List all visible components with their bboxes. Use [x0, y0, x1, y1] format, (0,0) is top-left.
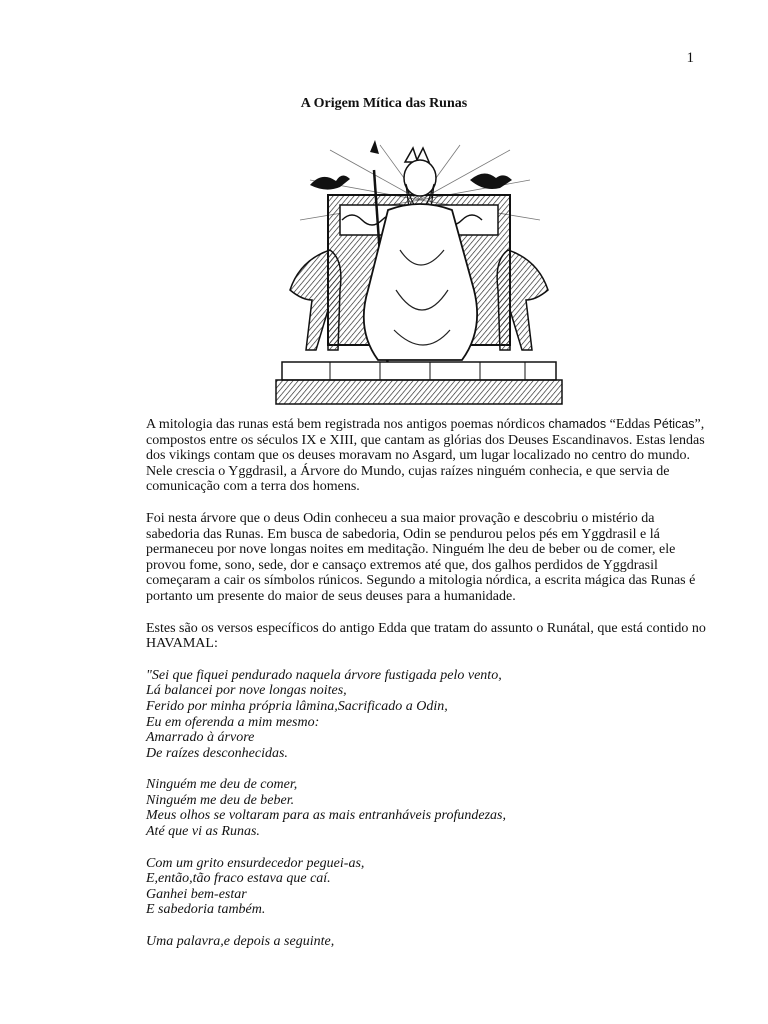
verse-line: Ninguém me deu de comer,: [146, 777, 298, 793]
paragraph-1-text-a: A mitologia das runas está bem registrada nos antigos poemas nórdicos: [146, 417, 549, 432]
verse-line: Lá balancei por nove longas noites,: [146, 683, 347, 699]
paragraph-1: [146, 417, 706, 495]
verse-line: Meus olhos se voltaram para as mais entranháveis profundezas,: [146, 808, 506, 824]
paragraph-3: Estes são os versos específicos do antigo Edda que tratam do assunto o Runátal, que está contido no HAVAMAL:: [146, 620, 706, 652]
verse-3: [146, 856, 706, 918]
verse-line: De raízes desconhecidas.: [146, 745, 288, 761]
verse-line: E sabedoria também.: [146, 902, 266, 918]
verse-line: Uma palavra,e depois a seguinte,: [146, 934, 335, 950]
page-number: 1: [686, 50, 694, 66]
verse-1: [146, 668, 706, 762]
verse-line: Até que vi as Runas.: [146, 824, 260, 840]
verse-2: [146, 777, 706, 839]
document-title: A Origem Mítica das Runas: [300, 96, 468, 111]
document-body: [146, 417, 706, 966]
paragraph-2: Foi nesta árvore que o deus Odin conheceu a sua maior provação e descobriu o mistério da sabedoria das Runas. Em busca de sabedoria, Odin se pendurou pelos pés em Yggdrasil e lá permaneceu por nove longas noites em meditação. Ninguém lhe deu de beber ou de comer, ele provou fome, sono, sede, dor e cansaço extremos até que, dos galhos perdidos de Yggdrasil começaram a cair os símbolos rúnicos. Segundo a mitologia nórdica, a escrita mágica das Runas é portanto um presente do maior de seus deuses para a humanidade.: [146, 510, 696, 604]
paragraph-1-text-d: Péticas: [653, 417, 695, 431]
verse-line: Com um grito ensurdecedor peguei-as,: [146, 855, 365, 871]
paragraph-1-text-b: chamados: [548, 417, 607, 431]
verse-line: E,então,tão fraco estava que caí.: [146, 871, 331, 887]
verse-line: Ferido por minha própria lâmina,Sacrificado a Odin,: [146, 698, 448, 714]
verse-line: "Sei que fiquei pendurado naquela árvore fustigada pelo vento,: [146, 667, 502, 683]
verse-line: Eu em oferenda a mim mesmo:: [146, 714, 320, 730]
paragraph-1-text-c: “Eddas: [606, 417, 654, 432]
verse-line: Ganhei bem-estar: [146, 886, 247, 902]
odin-illustration: [270, 140, 568, 408]
verse-line: Ninguém me deu de beber.: [146, 792, 295, 808]
verse-line: Amarrado à árvore: [146, 730, 255, 746]
verse-4: [146, 934, 706, 950]
paragraph-1-text-e: ”, compostos entre os séculos IX e XIII, que cantam as glórias dos Deuses Escandinavos. Estas lendas dos vikings contam que os deuses moravam no Asgard, um lugar localizado no centro do mundo. Nele crescia o Yggdrasil, a Árvore do Mundo, cujas raízes ninguém conhecia, e que servia de comunicação com a terra dos homens.: [146, 417, 705, 495]
